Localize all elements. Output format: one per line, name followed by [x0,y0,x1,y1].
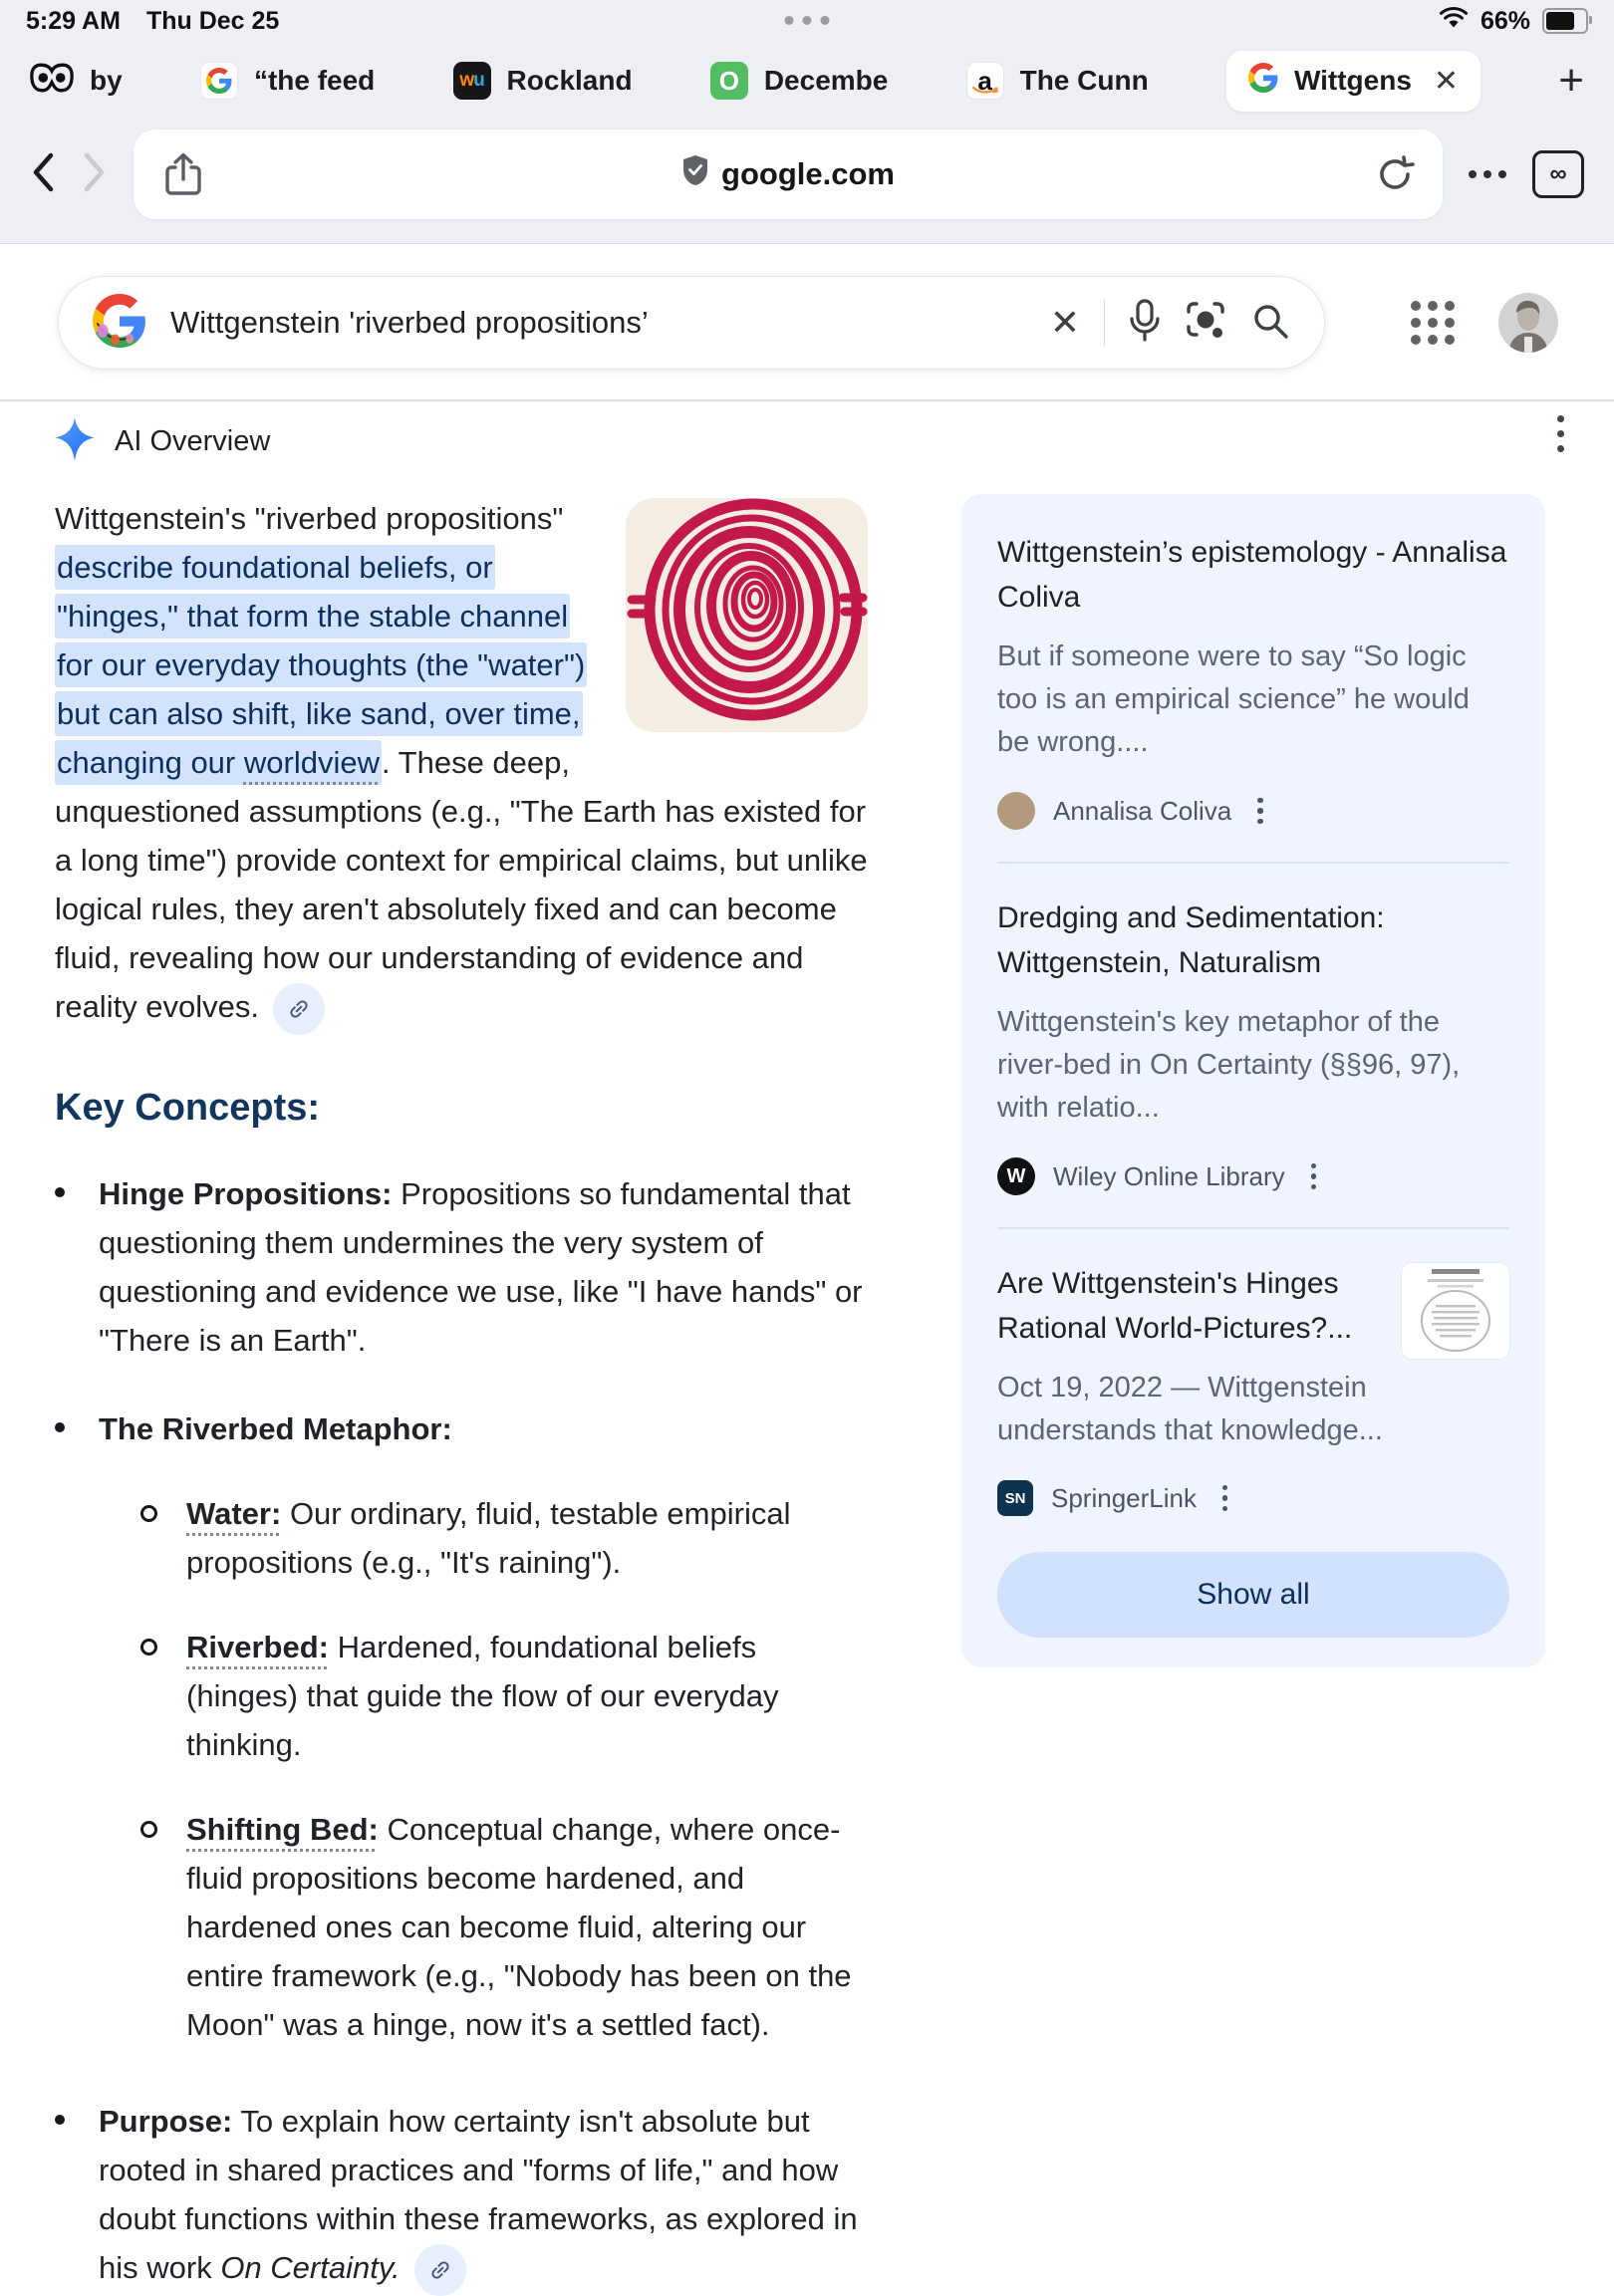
search-results-page [0,401,1614,2296]
source-title[interactable]: Dredging and Sedimentation: Wittgenstein, Naturalism [997,901,1385,979]
tab-label: by [90,65,123,96]
bullet-marker [55,1404,99,2049]
back-icon[interactable] [30,151,56,198]
amazon-icon: a [966,62,1004,100]
tab-label: The Cunn [1019,65,1149,96]
source-menu-icon[interactable] [1311,1163,1317,1190]
worldview-term[interactable]: worldview [243,745,380,780]
list-item [140,1489,868,1587]
ai-overview-menu-icon[interactable] [1557,415,1564,452]
source-link-icon[interactable] [414,2244,466,2296]
springer-icon: SN [997,1480,1033,1516]
source-name: SpringerLink [1051,1482,1197,1513]
date: Thu Dec 25 [145,6,280,35]
divider [1104,300,1105,346]
term[interactable]: Riverbed: [186,1629,329,1664]
divider [997,862,1509,864]
list-item [55,2097,868,2296]
google-logo-icon [93,294,146,353]
green-o-icon: O [710,62,748,100]
source-name: Annalisa Coliva [1053,795,1232,826]
source-snippet: But if someone were to say “So logic too is an empirical science” he would be wrong.... [997,640,1470,758]
tab-decembe[interactable] [710,62,889,100]
search-icon[interactable] [1250,301,1290,346]
search-input[interactable]: Wittgenstein 'riverbed propositions’ [170,305,649,340]
circle-marker [140,1489,186,1587]
google-apps-icon[interactable] [1411,301,1455,345]
share-icon[interactable] [163,151,203,202]
work-title: On Certainty. [220,2249,401,2285]
ai-sparkle-icon [55,417,95,466]
term: Purpose: [99,2103,233,2139]
source-card-1[interactable] [997,530,1509,830]
weather-underground-icon: w u [453,62,491,100]
mic-icon[interactable] [1129,299,1161,348]
source-snippet: Wittgenstein's key metaphor of the river-bed in On Certainty (§§96, 97), with relatio... [997,1006,1461,1124]
battery-percent: 66% [1480,6,1530,35]
term[interactable]: Shifting Bed: [186,1811,379,1847]
google-icon [1248,63,1278,100]
new-tab-button[interactable]: + [1558,56,1584,105]
url-toolbar [0,120,1614,243]
source-name: Wiley Online Library [1053,1160,1285,1191]
ai-overview-body [55,494,868,2296]
tab-bar [0,42,1614,120]
show-all-button[interactable]: Show all [997,1552,1509,1638]
term[interactable]: Water: [186,1495,282,1531]
source-link-icon[interactable] [273,983,325,1035]
paragraph-text: Wittgenstein's "riverbed propositions" [55,501,564,536]
tab-wittgens-active[interactable] [1226,51,1480,112]
tab-rockland[interactable] [453,62,633,100]
bullet-marker [55,2097,99,2296]
ai-overview-header [55,401,1559,466]
definition-text: To explain how certainty isn't absolute but rooted in shared practices and "forms of life," and how doubt functions within these frameworks, as explored in his work [99,2103,858,2285]
address-bar[interactable] [134,129,1443,219]
multitasking-indicator[interactable] [785,16,830,25]
source-avatar [997,792,1035,830]
google-icon [200,62,238,100]
tab-by[interactable] [30,61,123,102]
clock: 5:29 AM [26,6,121,35]
close-tab-icon[interactable]: ✕ [1433,64,1460,98]
term: Hinge Propositions: [99,1175,393,1211]
divider [997,1227,1509,1229]
tab-label: Wittgens [1293,65,1412,96]
source-title[interactable]: Wittgenstein’s epistemology - Annalisa Coliva [997,536,1507,614]
source-title[interactable]: Are Wittgenstein's Hinges Rational World-Pictures?... [997,1267,1353,1345]
tab-label: Decembe [763,65,889,96]
tab-overview-icon[interactable]: ∞ [1532,150,1584,198]
privacy-shield-icon [681,154,709,194]
source-card-2[interactable] [997,895,1509,1195]
source-snippet: Oct 19, 2022 — Wittgenstein understands that knowledge... [997,1372,1383,1446]
list-item [55,1169,868,1365]
highlighted-text: describe foundational beliefs, or "hinges," that form the stable channel for our everyday thoughts (the "water") but can also shift, like sand, over time, changing our worldview [55,545,587,785]
riverbed-artwork-image[interactable] [626,498,868,732]
circle-marker [140,1805,186,2049]
mask-icon [30,61,74,102]
definition-text: Propositions so fundamental that questioning them undermines the very system of questioning and evidence we use, like "I have hands" or "There is an Earth". [99,1175,863,1358]
list-item [140,1805,868,2049]
definition-text: Our ordinary, fluid, testable empirical propositions (e.g., "It's raining"). [186,1495,791,1580]
search-header [0,244,1614,401]
list-item [55,1404,868,2049]
wiley-icon: W [997,1157,1035,1195]
google-lens-icon[interactable] [1185,300,1226,347]
term: The Riverbed Metaphor: [99,1410,452,1446]
account-avatar[interactable] [1498,293,1558,353]
definition-text: Conceptual change, where once-fluid propositions become hardened, and hardened ones can become fluid, altering our entire framework (e.g., "Nobody has been on the Moon" was a hinge, now it's a settled fact). [186,1811,852,2042]
paragraph-text: . These deep, unquestioned assumptions (e.g., "The Earth has existed for a long time") provide context for empirical claims, but unlike logical rules, they aren't absolutely fixed and can become fluid, revealing how our understanding of evidence and reality evolves. [55,745,868,1024]
battery-icon [1542,8,1588,34]
article-thumbnail[interactable] [1402,1263,1509,1359]
more-menu-icon[interactable] [1469,170,1506,178]
definition-text: Hardened, foundational beliefs (hinges) that guide the flow of our everyday thinking. [186,1629,779,1762]
ai-overview-label: AI Overview [115,425,271,457]
status-bar [0,0,1614,42]
refresh-icon[interactable] [1375,153,1415,200]
sources-panel [961,494,1545,1667]
tab-label: Rockland [506,65,633,96]
source-menu-icon[interactable] [1222,1485,1228,1512]
circle-marker [140,1623,186,1769]
clear-search-icon[interactable]: ✕ [1049,302,1080,343]
forward-icon[interactable] [82,151,108,198]
tab-the-feed[interactable] [200,62,375,100]
key-concepts-heading: Key Concepts: [55,1086,321,1129]
source-menu-icon[interactable] [1257,798,1263,825]
browser-chrome [0,0,1614,244]
list-item [140,1623,868,1769]
wifi-icon [1439,6,1469,37]
source-card-3[interactable] [997,1261,1509,1516]
tab-the-cunn[interactable] [966,62,1149,100]
tab-label: “the feed [253,65,376,96]
search-box[interactable] [58,276,1325,370]
bullet-marker [55,1169,99,1365]
url-text: google.com [721,156,895,191]
